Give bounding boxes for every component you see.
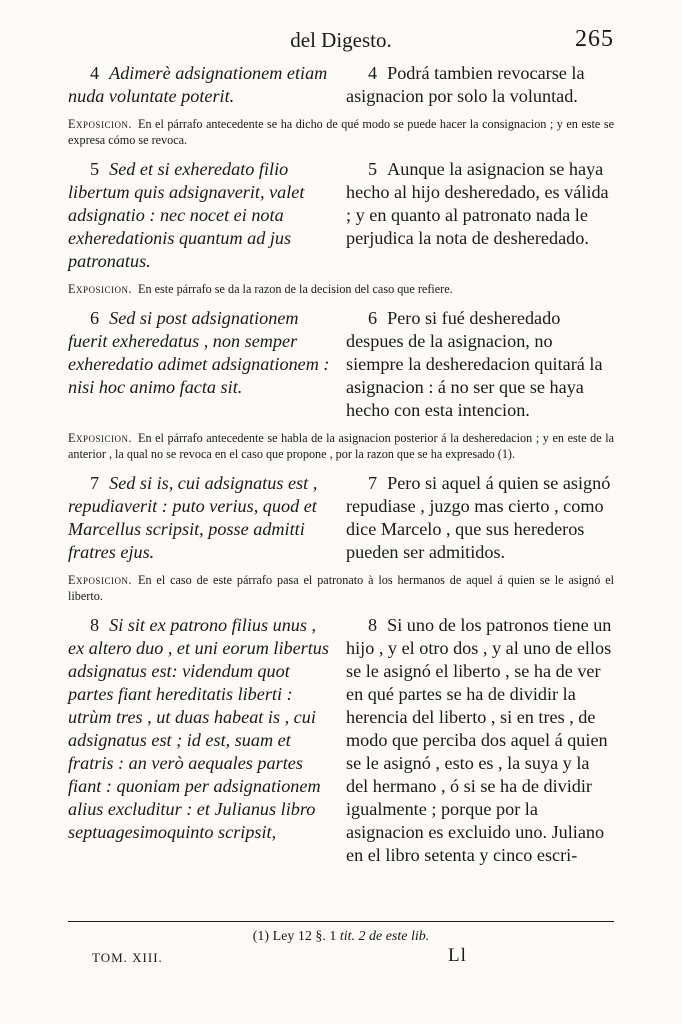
spanish-paragraph-number: 6	[368, 308, 378, 328]
latin-paragraph-text: Adimerè adsignationem etiam nuda voluntate poterit.	[68, 63, 328, 106]
paragraph-pair-4	[68, 62, 614, 108]
spanish-paragraph-text: Pero si fué desheredado despues de la asignacion, no siempre la desheredacion quitará la asignacion : á no ser que se haya hecho con esta intencion.	[346, 308, 603, 420]
spanish-paragraph-number: 4	[368, 63, 378, 83]
exposicion-note	[68, 572, 614, 604]
gathering-signature: Ll	[448, 945, 467, 966]
latin-paragraph-number: 5	[90, 159, 100, 179]
page-number: 265	[575, 26, 614, 52]
spanish-paragraph-text: Pero si aquel á quien se asignó repudiase , juzgo mas cierto , como dice Marcelo , que sus herederos pueden ser admitidos.	[346, 473, 611, 562]
footnote-citation: Ley 12 §. 1	[272, 929, 337, 944]
latin-text	[68, 307, 336, 422]
paragraph-pair-6	[68, 307, 614, 422]
footnote-marker: (1)	[252, 929, 270, 944]
paragraph-pair-5	[68, 158, 614, 273]
footnote	[68, 929, 614, 945]
spanish-paragraph-text: Podrá tambien revocarse la asignacion por solo la voluntad.	[346, 63, 585, 106]
latin-text	[68, 472, 336, 564]
latin-text	[68, 62, 336, 108]
exposicion-text: En este párrafo se da la razon de la decision del caso que refiere.	[138, 282, 453, 296]
exposicion-note	[68, 430, 614, 462]
latin-paragraph-text: Sed si post adsignationem fuerit exheredatus , non semper exheredatio adimet adsignationem : nisi hoc animo facta sit.	[68, 308, 330, 397]
volume-signature: TOM. XIII.	[92, 950, 163, 965]
exposicion-label: Exposicion.	[68, 573, 132, 587]
exposicion-label: Exposicion.	[68, 431, 132, 445]
latin-text	[68, 158, 336, 273]
latin-paragraph-number: 8	[90, 615, 100, 635]
exposicion-text: En el párrafo antecedente se ha dicho de qué modo se puede hacer la consignacion ; y en este se expresa cómo se revoca.	[68, 117, 614, 147]
exposicion-note	[68, 281, 614, 297]
exposicion-label: Exposicion.	[68, 282, 132, 296]
spanish-text	[346, 158, 614, 273]
spanish-paragraph-number: 8	[368, 615, 378, 635]
running-title: del Digesto.	[290, 28, 392, 52]
spanish-paragraph-text: Aunque la asignacion se haya hecho al hijo desheredado, es válida ; y en quanto al patronato nada le perjudica la nota de desheredado.	[346, 159, 609, 248]
latin-paragraph-number: 4	[90, 63, 100, 83]
paragraph-pair-8	[68, 614, 614, 867]
spanish-text	[346, 472, 614, 564]
spanish-text	[346, 614, 614, 867]
spanish-paragraph-text: Si uno de los patronos tiene un hijo , y el otro dos , y al uno de ellos se le asignó el liberto , se ha de ver en qué partes se ha de dividir la herencia del liberto , si en tres , de modo que perciba dos aquel á quien se le asignó , esto es , la suya y la del hermano , ó si se ha de dividir igualmente ; porque por la asignacion es excluido uno. Juliano en el libro setenta y cinco escri-	[346, 615, 612, 865]
exposicion-note	[68, 116, 614, 148]
spanish-text	[346, 62, 614, 108]
latin-paragraph-number: 7	[90, 473, 100, 493]
latin-text	[68, 614, 336, 867]
latin-paragraph-text: Si sit ex patrono filius unus , ex altero duo , et uni eorum libertus adsignatus est: videndum quot partes fiant hereditatis liberti : utrùm tres , ut duas habeat is , cui adsignatus est ; id est, suam et fratris : an verò aequales partes fiant : quoniam per adsignationem alius excluditur : et Julianus libro septuagesimoquinto scripsit,	[68, 615, 329, 842]
spanish-paragraph-number: 7	[368, 473, 378, 493]
footnote-citation-italic: tit. 2 de este lib.	[339, 929, 430, 944]
exposicion-text: En el párrafo antecedente se habla de la asignacion posterior á la desheredacion ; y en este de la anterior , la qual no se revoca en el caso que propone , por la razon que se ha expresado (1).	[68, 431, 614, 461]
latin-paragraph-text: Sed et si exheredato filio libertum quis adsignaverit, valet adsignatio : nec nocet ei nota exheredationis quantum ad jus patronatus.	[68, 159, 305, 271]
latin-paragraph-text: Sed si is, cui adsignatus est , repudiaverit : puto verius, quod et Marcellus scripsit, posse admitti fratres ejus.	[68, 473, 318, 562]
exposicion-label: Exposicion.	[68, 117, 132, 131]
exposicion-text: En el caso de este párrafo pasa el patronato à los hermanos de aquel á quien se le asignó el liberto.	[68, 573, 614, 603]
spanish-text	[346, 307, 614, 422]
footnote-divider	[68, 921, 614, 922]
page-header	[68, 24, 614, 54]
paragraph-pair-7	[68, 472, 614, 564]
latin-paragraph-number: 6	[90, 308, 100, 328]
page-body	[68, 62, 614, 875]
spanish-paragraph-number: 5	[368, 159, 378, 179]
